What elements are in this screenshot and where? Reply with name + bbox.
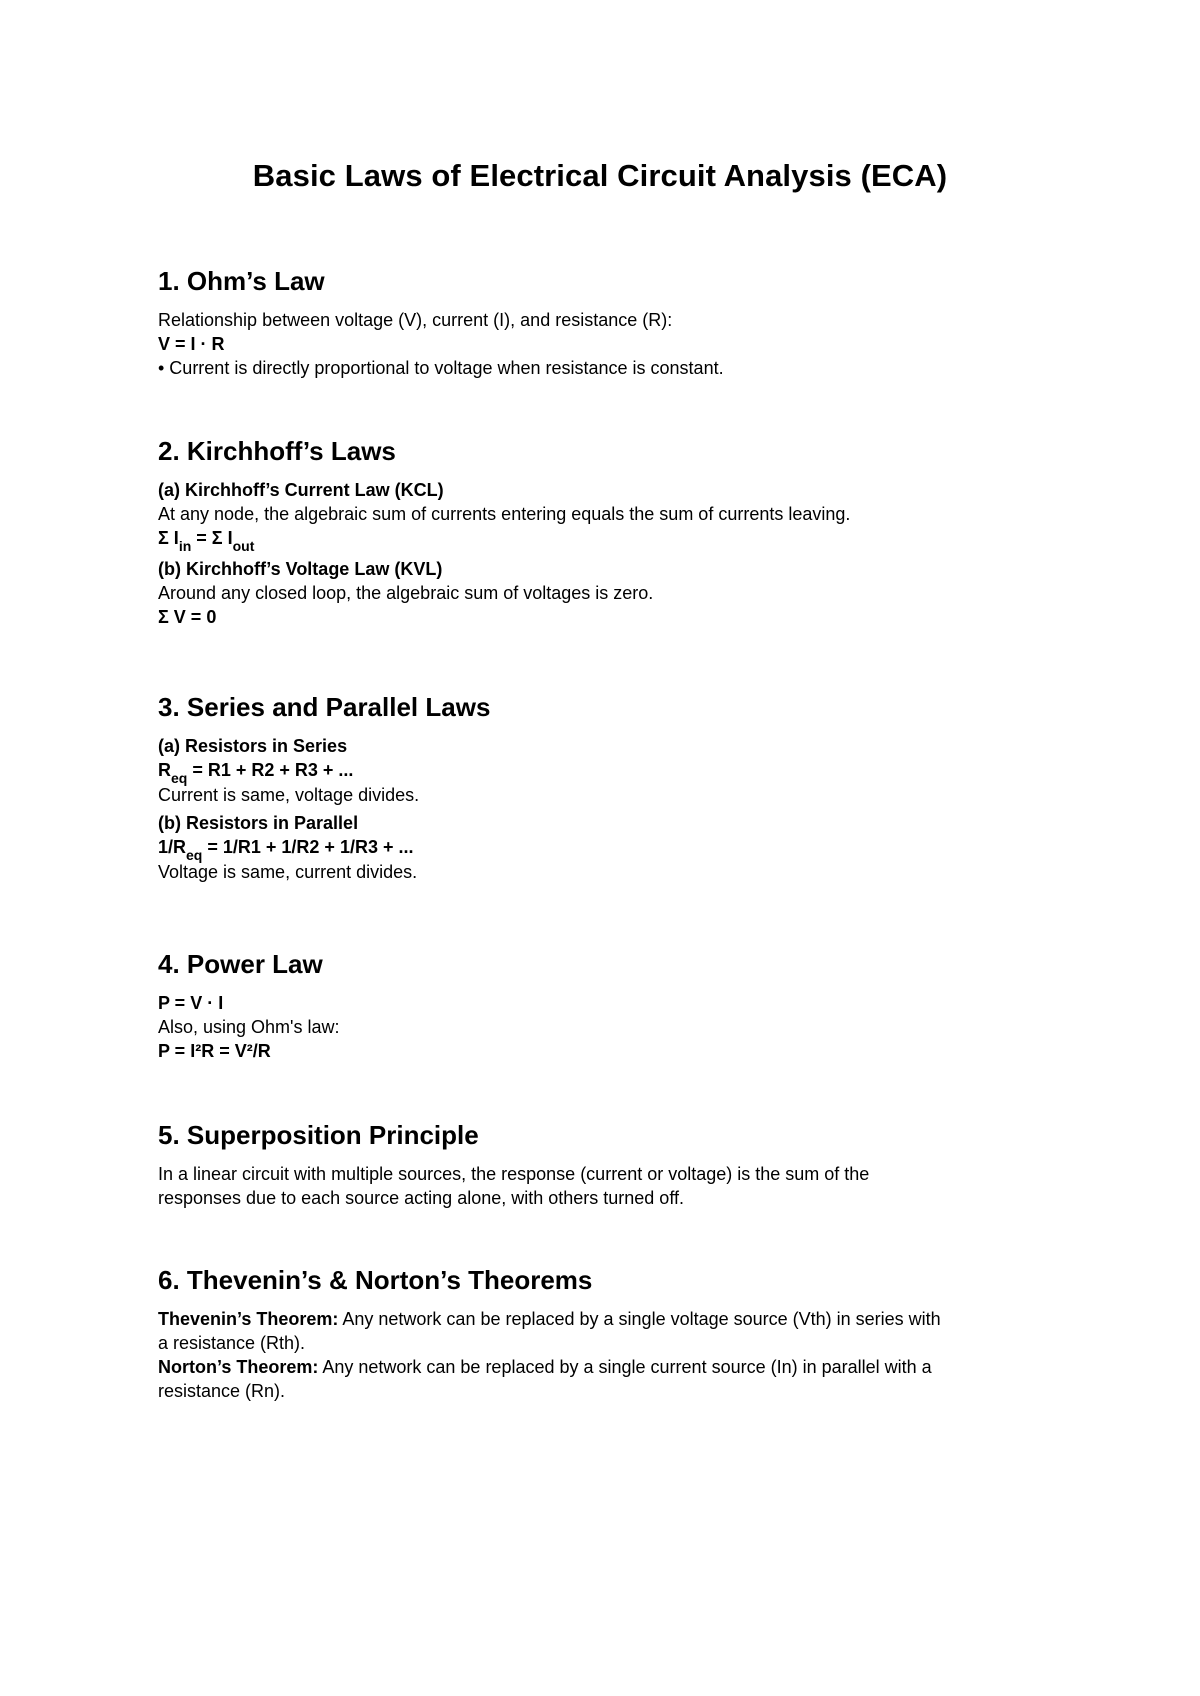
section-ohms-law (158, 266, 1058, 380)
kcl-formula-subscript: out (232, 538, 255, 554)
ohms-law-formula: V = I · R (158, 334, 225, 354)
power-formula-basic: P = V · I (158, 993, 224, 1013)
kcl-formula-part: = Σ I (191, 528, 233, 548)
norton-text: Any network can be replaced by a single current source (In) in parallel with a (318, 1357, 932, 1377)
section-kirchhoff (158, 436, 1058, 629)
kvl-label: (b) Kirchhoff’s Voltage Law (KVL) (158, 559, 443, 579)
parallel-note: Voltage is same, current divides. (158, 862, 418, 882)
series-formula (158, 758, 1058, 786)
power-formula-derived: P = I²R = V²/R (158, 1041, 271, 1061)
series-formula-part: = R1 + R2 + R3 + ... (187, 760, 354, 780)
thevenin-text-continued: a resistance (Rth). (158, 1333, 306, 1353)
ohms-law-note: • Current is directly proportional to voltage when resistance is constant. (158, 358, 724, 378)
parallel-formula-subscript: eq (186, 847, 203, 863)
norton-statement (158, 1355, 1058, 1379)
parallel-label: (b) Resistors in Parallel (158, 813, 359, 833)
kcl-text: At any node, the algebraic sum of currents entering equals the sum of currents leaving. (158, 504, 851, 524)
kcl-label: (a) Kirchhoff’s Current Law (KCL) (158, 480, 444, 500)
kcl-formula-part: Σ I (158, 528, 179, 548)
section-heading: 4. Power Law (158, 949, 323, 979)
parallel-formula (158, 835, 1058, 863)
thevenin-label: Thevenin’s Theorem: (158, 1309, 339, 1329)
parallel-formula-part: 1/R (158, 837, 187, 857)
kcl-formula (158, 526, 1058, 554)
series-label: (a) Resistors in Series (158, 736, 348, 756)
section-heading: 2. Kirchhoff’s Laws (158, 436, 396, 466)
section-power-law (158, 949, 1058, 1063)
thevenin-statement (158, 1307, 1058, 1331)
kvl-text: Around any closed loop, the algebraic sum of voltages is zero. (158, 583, 654, 603)
norton-label: Norton’s Theorem: (158, 1357, 319, 1377)
kcl-formula-subscript: in (178, 538, 192, 554)
section-heading: 6. Thevenin’s & Norton’s Theorems (158, 1265, 593, 1295)
superposition-text-line: In a linear circuit with multiple sources, the response (current or voltage) is the sum of the (158, 1164, 870, 1184)
document-title: Basic Laws of Electrical Circuit Analysis (ECA) (252, 158, 948, 193)
section-heading: 3. Series and Parallel Laws (158, 692, 491, 722)
kvl-formula: Σ V = 0 (158, 607, 217, 627)
parallel-formula-part: = 1/R1 + 1/R2 + 1/R3 + ... (202, 837, 414, 857)
series-formula-subscript: eq (171, 770, 188, 786)
ohms-law-intro: Relationship between voltage (V), current (I), and resistance (R): (158, 310, 673, 330)
section-series-parallel (158, 692, 1058, 884)
section-superposition (158, 1120, 1058, 1210)
thevenin-text: Any network can be replaced by a single voltage source (Vth) in series with (338, 1309, 941, 1329)
section-thevenin-norton (158, 1265, 1058, 1403)
section-heading: 5. Superposition Principle (158, 1120, 479, 1150)
series-formula-part: R (158, 760, 171, 780)
series-note: Current is same, voltage divides. (158, 785, 420, 805)
section-heading: 1. Ohm’s Law (158, 266, 325, 296)
superposition-text-line: responses due to each source acting alone, with others turned off. (158, 1188, 684, 1208)
norton-text-continued: resistance (Rn). (158, 1381, 286, 1401)
power-law-text: Also, using Ohm's law: (158, 1017, 340, 1037)
